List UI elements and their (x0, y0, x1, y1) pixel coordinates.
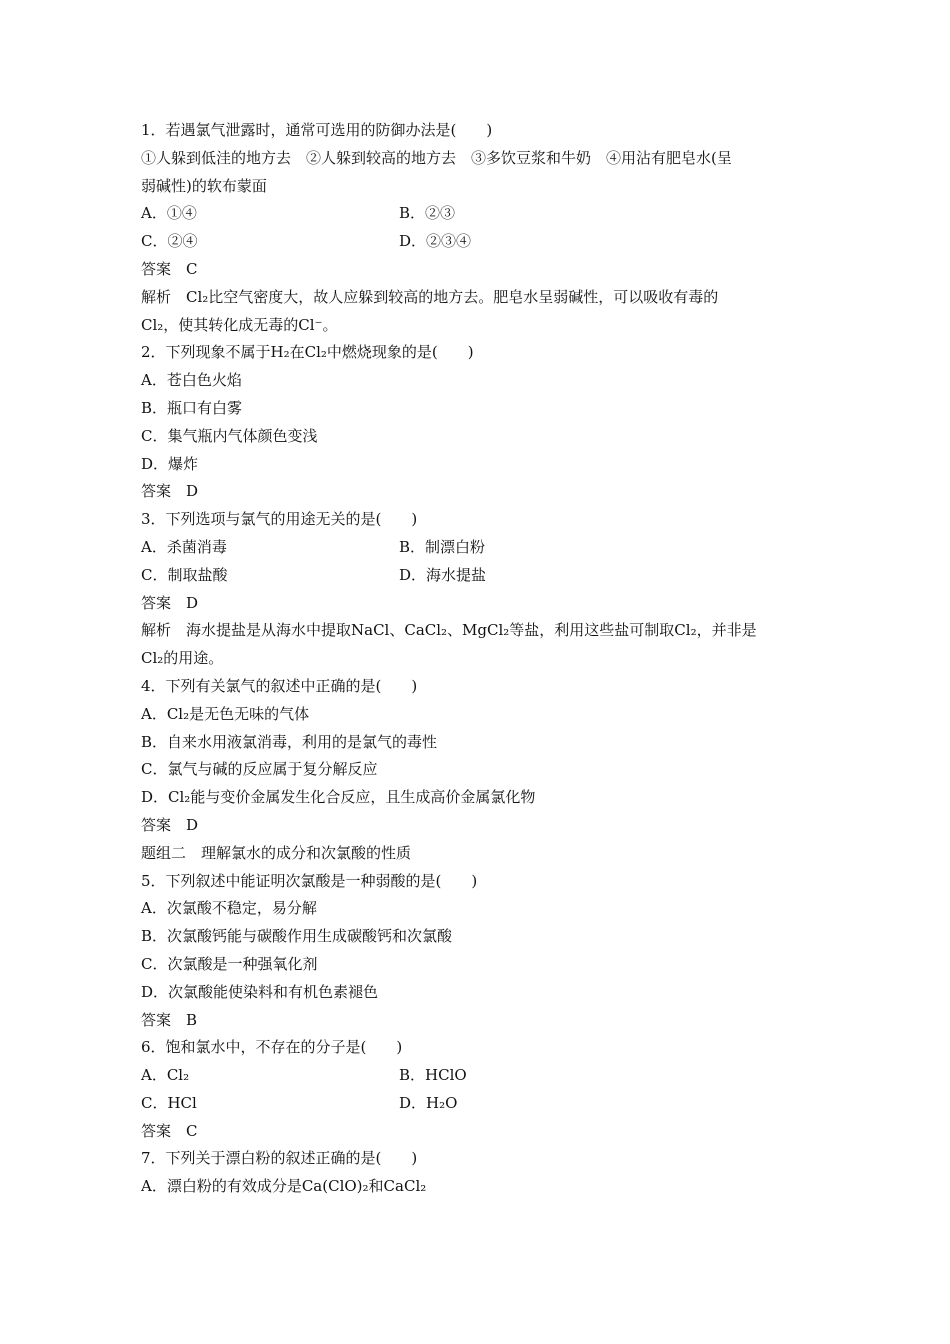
text-line: 答案 D (141, 593, 199, 612)
text-line: B．次氯酸钙能与碳酸作用生成碳酸钙和次氯酸 (141, 927, 453, 946)
text-line: B．自来水用液氯消毒，利用的是氯气的毒性 (141, 732, 438, 751)
option-text: C．HCl (141, 1093, 197, 1112)
option-text: C．②④ (141, 232, 198, 251)
text-line: 答案 C (141, 259, 198, 278)
text-line: 6．饱和氯水中，不存在的分子是( ) (141, 1038, 403, 1057)
option-text: D．②③④ (399, 232, 472, 251)
text-line: 2．下列现象不属于H₂在Cl₂中燃烧现象的是( ) (141, 343, 474, 362)
document-body (141, 117, 813, 1201)
text-line: B．瓶口有白雾 (141, 398, 243, 417)
text-line: 答案 D (141, 482, 199, 501)
text-line: 解析 Cl₂比空气密度大，故人应躲到较高的地方去。肥皂水呈弱碱性，可以吸收有毒的 (141, 287, 719, 306)
text-line: D．爆炸 (141, 454, 199, 473)
text-line: A．Cl₂是无色无味的气体 (141, 704, 310, 723)
text-line: 答案 C (141, 1121, 198, 1140)
text-line: A．苍白色火焰 (141, 371, 242, 390)
option-text: D．海水提盐 (399, 565, 487, 584)
text-line: D．Cl₂能与变价金属发生化合反应，且生成高价金属氯化物 (141, 788, 536, 807)
option-row (141, 562, 813, 590)
option-row (141, 534, 813, 562)
text-line: C．集气瓶内气体颜色变浅 (141, 426, 318, 445)
option-text: A．杀菌消毒 (141, 537, 227, 556)
text-line: 3．下列选项与氯气的用途无关的是( ) (141, 510, 418, 529)
text-line: 5．下列叙述中能证明次氯酸是一种弱酸的是( ) (141, 871, 478, 890)
text-line: 1．若遇氯气泄露时，通常可选用的防御办法是( ) (141, 121, 493, 139)
text-line: Cl₂，使其转化成无毒的Cl⁻。 (141, 315, 338, 334)
option-text: A．Cl₂ (141, 1066, 190, 1085)
option-text: D．H₂O (399, 1093, 458, 1112)
text-line: Cl₂的用途。 (141, 649, 224, 668)
text-line: 题组二 理解氯水的成分和次氯酸的性质 (141, 843, 412, 862)
text-line: 答案 B (141, 1010, 198, 1029)
text-line: ①人躲到低洼的地方去 ②人躲到较高的地方去 ③多饮豆浆和牛奶 ④用沾有肥皂水(呈 (141, 148, 732, 167)
text-line: 答案 D (141, 815, 199, 834)
option-text: B．HClO (399, 1066, 467, 1085)
text-line: 弱碱性)的软布蒙面 (141, 176, 267, 195)
option-row (141, 200, 813, 228)
text-line: 7．下列关于漂白粉的叙述正确的是( ) (141, 1149, 418, 1168)
text-line: 解析 海水提盐是从海水中提取NaCl、CaCl₂、MgCl₂等盐，利用这些盐可制取Cl₂，并非是 (141, 621, 757, 640)
option-text: B．制漂白粉 (399, 537, 486, 556)
option-row (141, 228, 813, 256)
option-row (141, 1062, 813, 1090)
option-row (141, 1090, 813, 1118)
option-text: A．①④ (141, 204, 197, 223)
text-line: A．次氯酸不稳定，易分解 (141, 899, 317, 918)
text-line: 4．下列有关氯气的叙述中正确的是( ) (141, 676, 418, 695)
option-text: B．②③ (399, 204, 456, 223)
option-text: C．制取盐酸 (141, 565, 228, 584)
text-line: C．氯气与碱的反应属于复分解反应 (141, 760, 378, 779)
text-line: C．次氯酸是一种强氧化剂 (141, 954, 318, 973)
text-line: D．次氯酸能使染料和有机色素褪色 (141, 982, 379, 1001)
text-line: A．漂白粉的有效成分是Ca(ClO)₂和CaCl₂ (141, 1177, 427, 1196)
